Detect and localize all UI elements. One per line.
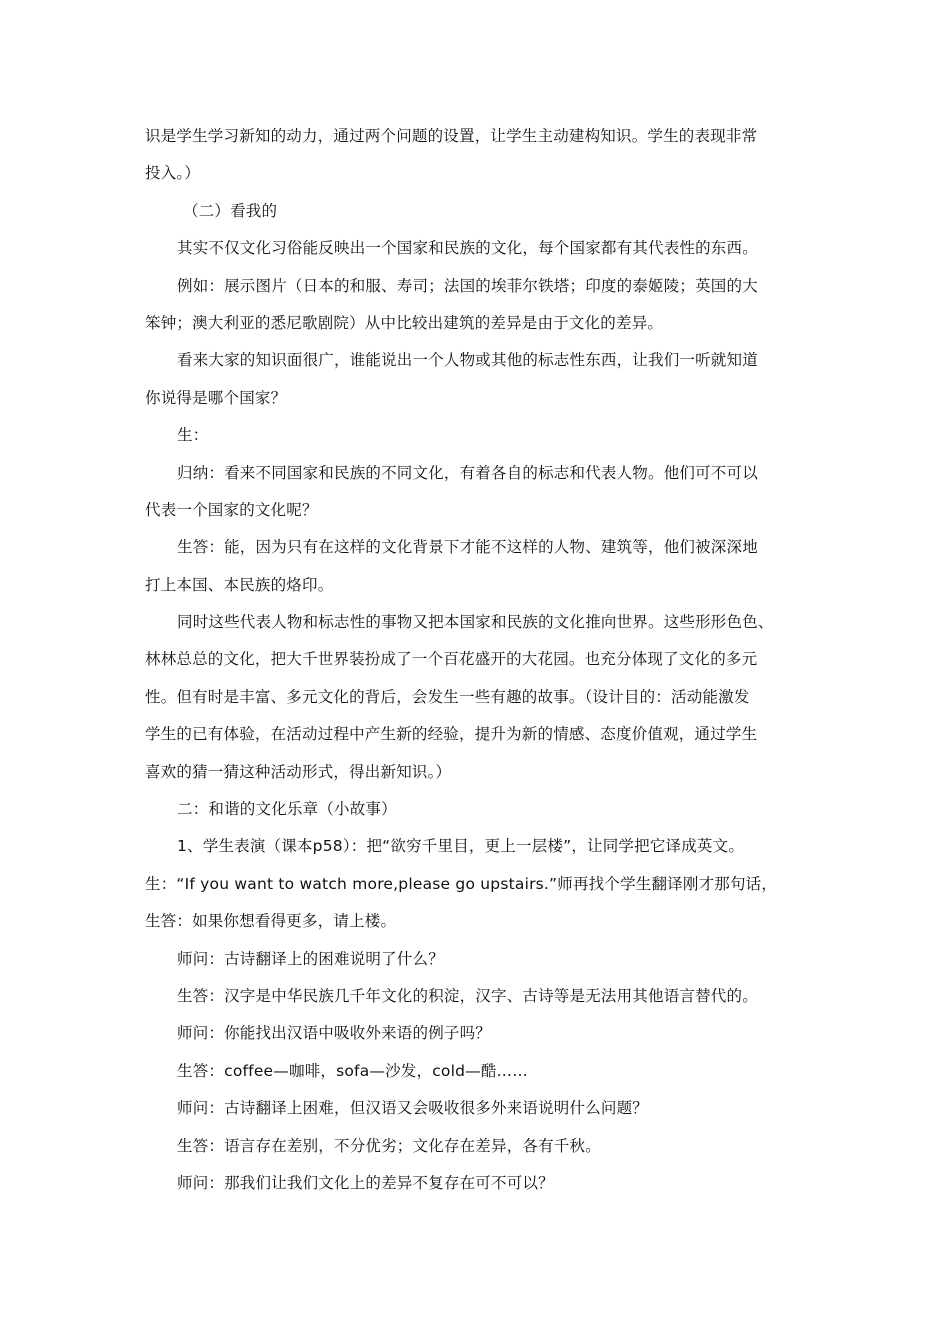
paragraph-line: 打上本国、本民族的烙印。 xyxy=(145,575,334,594)
paragraph-line: 生答：能，因为只有在这样的文化背景下才能不这样的人物、建筑等，他们被深深地 xyxy=(177,538,758,557)
paragraph-line: 归纳：看来不同国家和民族的不同文化，有着各自的标志和代表人物。他们可不可以 xyxy=(177,463,758,482)
paragraph-line: 1、学生表演（课本p58）：把“欲穷千里目，更上一层楼”，让同学把它译成英文。 xyxy=(177,837,745,856)
paragraph-line: 其实不仅文化习俗能反映出一个国家和民族的文化，每个国家都有其代表性的东西。 xyxy=(177,239,758,258)
dialogue-line: 师问：那我们让我们文化上的差异不复存在可不可以？ xyxy=(177,1173,554,1192)
paragraph-line: 生： xyxy=(177,426,209,445)
paragraph-line: 学生的已有体验，在活动过程中产生新的经验，提升为新的情感、态度价值观，通过学生 xyxy=(145,725,758,744)
paragraph-line: 林林总总的文化，把大千世界装扮成了一个百花盛开的大花园。也充分体现了文化的多元 xyxy=(145,650,758,669)
paragraph-line: 识是学生学习新知的动力，通过两个问题的设置，让学生主动建构知识。学生的表现非常 xyxy=(145,127,758,145)
dialogue-line: 师问：古诗翻译上困难，但汉语又会吸收很多外来语说明什么问题？ xyxy=(177,1099,649,1118)
paragraph-line: 喜欢的猜一猜这种活动形式，得出新知识。） xyxy=(145,762,452,781)
dialogue-line: 师问：你能找出汉语中吸收外来语的例子吗？ xyxy=(177,1024,492,1043)
document-body xyxy=(145,118,825,1202)
dialogue-line: 师问：古诗翻译上的困难说明了什么？ xyxy=(177,949,444,968)
dialogue-line: 生答：coffee—咖啡，sofa—沙发，cold—酷…… xyxy=(177,1061,528,1080)
section-heading: 二：和谐的文化乐章（小故事） xyxy=(177,800,397,819)
dialogue-line: 生答：语言存在差别，不分优劣；文化存在差异，各有千秋。 xyxy=(177,1136,601,1155)
paragraph-line: 投入。） xyxy=(145,164,201,183)
paragraph-line: 你说得是哪个国家？ xyxy=(145,388,287,407)
paragraph-line: 同时这些代表人物和标志性的事物又把本国家和民族的文化推向世界。这些形形色色、 xyxy=(177,613,774,632)
paragraph-line: 生答：如果你想看得更多，请上楼。 xyxy=(145,912,397,931)
paragraph-line: 性。但有时是丰富、多元文化的背后，会发生一些有趣的故事。（设计目的：活动能激发 xyxy=(145,687,750,706)
section-heading: （二）看我的 xyxy=(183,201,278,220)
paragraph-line: 生：“If you want to watch more,please go upstairs.”师再找个学生翻译刚才那句话， xyxy=(145,874,778,893)
paragraph-line: 看来大家的知识面很广，谁能说出一个人物或其他的标志性东西，让我们一听就知道 xyxy=(177,351,758,370)
paragraph-line: 代表一个国家的文化呢？ xyxy=(145,500,318,519)
paragraph-line: 例如：展示图片（日本的和服、寿司；法国的埃菲尔铁塔；印度的泰姬陵；英国的大 xyxy=(177,276,758,295)
dialogue-line: 生答：汉字是中华民族几千年文化的积淀，汉字、古诗等是无法用其他语言替代的。 xyxy=(177,986,758,1005)
paragraph-line: 笨钟；澳大利亚的悉尼歌剧院）从中比较出建筑的差异是由于文化的差异。 xyxy=(145,313,664,332)
